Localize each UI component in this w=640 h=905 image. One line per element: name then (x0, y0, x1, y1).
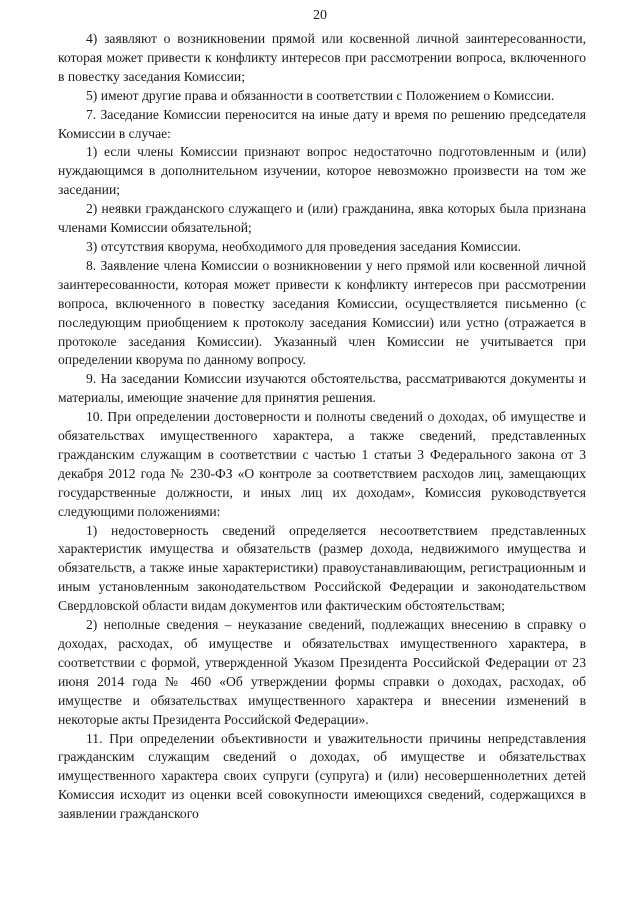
paragraph-11-failure-to-submit: 11. При определении объективности и уважительности причины непредставления гражданским служащим сведений о доходах, об имуществе и обязательствах имущественного характера своих супруги (супруга) и (или) несовершеннолетних детей Комиссия исходит из оценки всей совокупности имеющихся сведений, содержащихся в заявлении гражданского (58, 730, 586, 822)
paragraph-7-meeting-postponement: 7. Заседание Комиссии переносится на иные дату и время по решению председателя Комиссии в случае: (58, 106, 586, 141)
page-number: 20 (313, 8, 327, 23)
paragraph-9-meeting-review: 9. На заседании Комиссии изучаются обстоятельства, рассматриваются документы и материалы, имеющие значение для принятия решения. (58, 371, 586, 406)
paragraph-item-5-other-rights: 5) имеют другие права и обязанности в соответствии с Положением о Комиссии. (86, 87, 555, 103)
paragraph-10-1-inaccurate-info: 1) недостоверность сведений определяется несоответствием представленных характеристик имущества и обязательств (размер дохода, недвижимого имущества и обязательств, а также иные характеристики) правоустанавливающим, регистрационным и иным установленным законодательством Российской Федерации и законодательством Свердловской области видам документов или фактическим обстоятельствам; (58, 522, 586, 614)
document-body (58, 30, 586, 824)
paragraph-10-2-incomplete-info: 2) неполные сведения – неуказание сведений, подлежащих внесению в справку о доходах, расходах, об имуществе и обязательствах имущественного характера, в соответствии с формой, утвержденной Указом Президента Российской Федерации от 23 июня 2014 года № 460 «Об утверждении формы справки о доходах, расходах, об имуществе и обязательствах имущественного характера и внесении изменений в некоторые акты Президента Российской Федерации». (58, 617, 586, 727)
paragraph-7-2-non-attendance: 2) неявки гражданского служащего и (или) гражданина, явка которых была признана членами Комиссии обязательной; (58, 201, 586, 236)
paragraph-8-member-interest-statement: 8. Заявление члена Комиссии о возникновении у него прямой или косвенной личной заинтересованности, которая может привести к конфликту интересов при рассмотрении вопроса, включенного в повестку заседания Комиссии, осуществляется письменно (с последующим приобщением к протоколу заседания Комиссии) или устно (отражается в протоколе заседания Комиссии). Указанный член Комиссии не учитывается при определении кворума по данному вопросу. (58, 257, 586, 368)
paragraph-item-4-declare-interest: 4) заявляют о возникновении прямой или косвенной личной заинтересованности, которая может привести к конфликту интересов при рассмотрении вопроса, включенного в повестку заседания Комиссии; (58, 31, 586, 84)
paragraph-7-1-insufficient-preparation: 1) если члены Комиссии признают вопрос недостаточно подготовленным и (или) нуждающимся в дополнительном изучении, которое невозможно произвести на том же заседании; (58, 144, 586, 198)
paragraph-7-3-no-quorum: 3) отсутствия кворума, необходимого для проведения заседания Комиссии. (86, 238, 522, 254)
paragraph-10-income-verification: 10. При определении достоверности и полноты сведений о доходах, об имуществе и обязательствах имущественного характера, а также сведений, представленных гражданским служащим в соответствии с частью 1 статьи 3 Федерального закона от 3 декабря 2012 года № 230-ФЗ «О контроле за соответствием расходов лиц, замещающих государственные должности, и иных лиц их доходам», Комиссия руководствуется следующими положениями: (58, 409, 586, 519)
